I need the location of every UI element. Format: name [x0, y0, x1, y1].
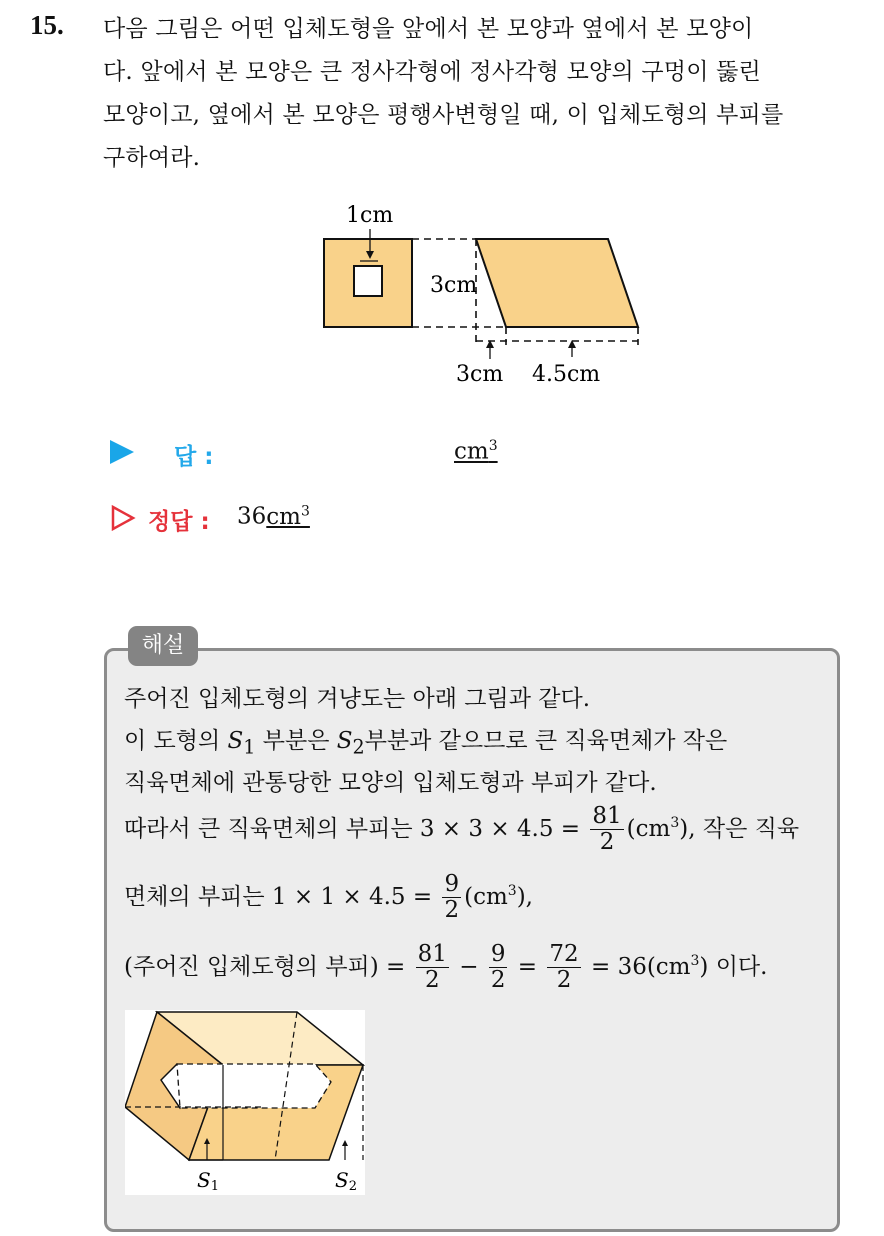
question-text — [103, 8, 863, 180]
answer-label: 답 : — [174, 444, 214, 470]
solution-line: 직육면체에 관통당한 모양의 입체도형과 부피가 같다. — [124, 770, 657, 796]
solution-line: 주어진 입체도형의 겨냥도는 아래 그림과 같다. — [124, 686, 591, 712]
question-line: 다음 그림은 어떤 입체도형을 앞에서 본 모양과 옆에서 본 모양이 — [103, 16, 754, 42]
hole-size-label: 1cm — [346, 203, 394, 228]
solution-tag: 해설 — [128, 626, 198, 666]
play-arrow-icon — [110, 440, 134, 464]
front-view-hole — [354, 266, 382, 296]
solution-line: 이 도형의 $S_1$ 부분은 $S_2$부분과 같으므로 큰 직육면체가 작은 — [124, 728, 728, 759]
height-label: 3cm — [430, 273, 478, 298]
solution-line: (주어진 입체도형의 부피) = $\frac{81}{2}$ − $\frac{9}{2}$ = $\frac{72}{2}$ = $36(cm^3)$ 이다. — [124, 941, 768, 994]
correct-label: 정답 : — [148, 509, 210, 535]
question-line: 모양이고, 옆에서 본 모양은 평행사변형일 때, 이 입체도형의 부피를 — [103, 102, 784, 128]
question-line: 구하여라. — [103, 145, 201, 171]
offset-label: 3cm — [456, 362, 504, 387]
perspective-sketch-figure — [125, 1010, 365, 1195]
solution-line: 면체의 부피는 1 × 1 × 4.5 = $\frac{9}{2}$ $(cm^3)$, — [124, 871, 533, 924]
base-label: 4.5cm — [532, 362, 601, 387]
question-line: 다. 앞에서 본 모양은 큰 정사각형에 정사각형 모양의 구멍이 뚫린 — [103, 59, 761, 85]
answer-unit: $cm^3$ — [454, 438, 498, 465]
outline-arrow-icon — [110, 505, 136, 531]
solution-line: 따라서 큰 직육면체의 부피는 3 × 3 × 4.5 = $\frac{81}{2}$ $(cm^3)$, 작은 직육 — [124, 803, 800, 856]
fig-label-s1: S1 — [197, 1168, 219, 1194]
question-number: 15. — [30, 10, 64, 40]
correct-value: $36cm^3$ — [237, 503, 310, 530]
fig-label-s2: S2 — [335, 1168, 357, 1194]
front-side-view-figure — [310, 195, 650, 395]
side-view-parallelogram — [476, 239, 638, 327]
